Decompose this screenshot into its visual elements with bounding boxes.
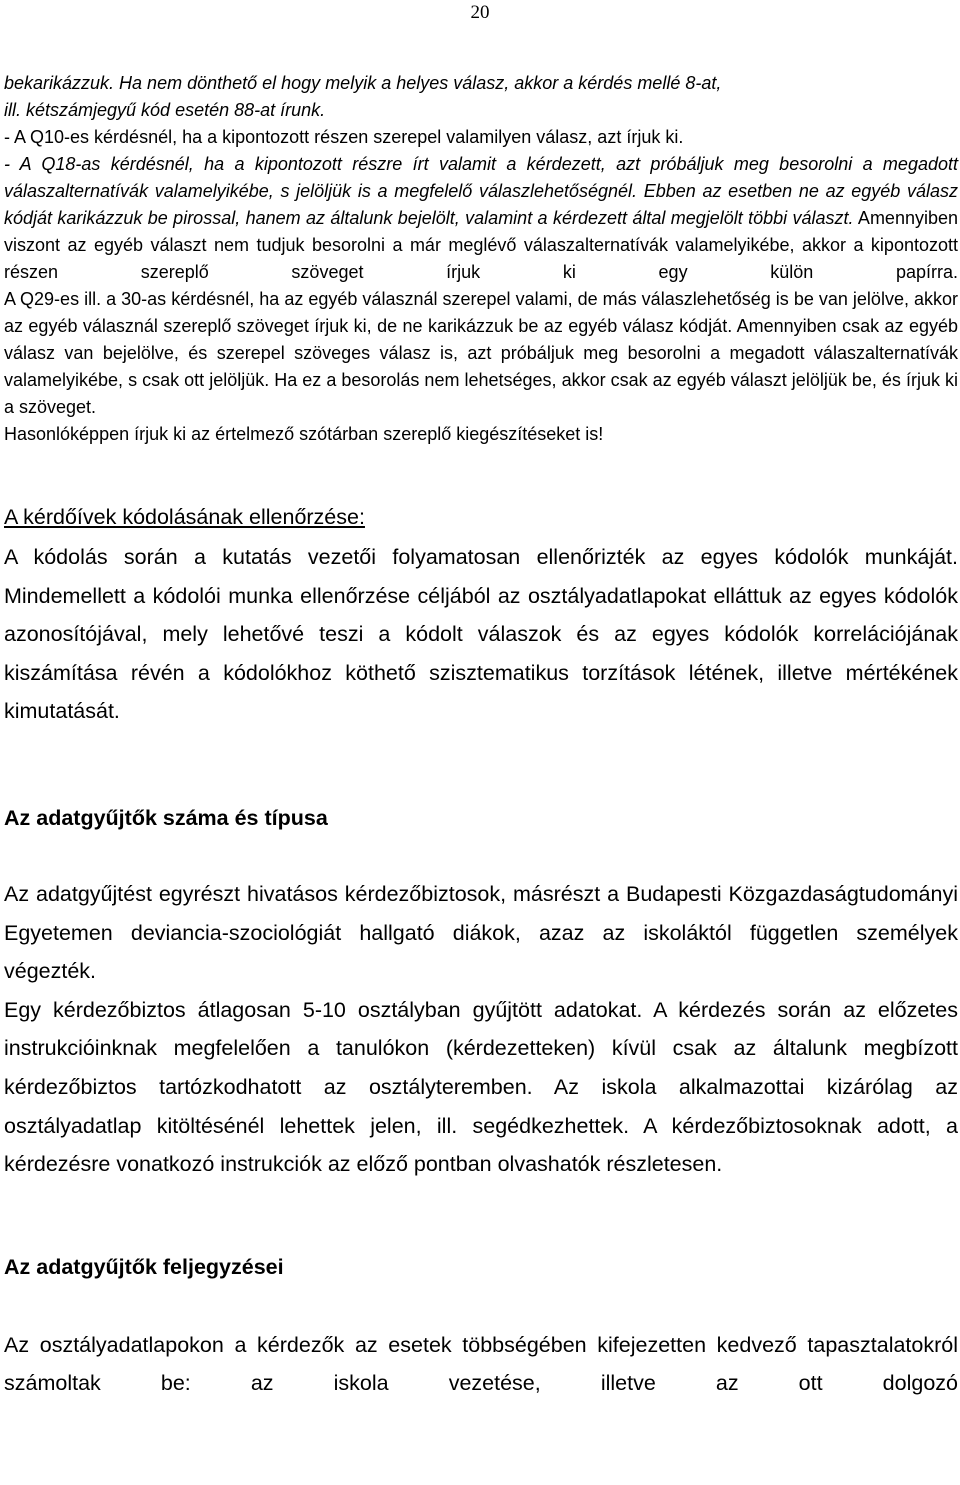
coding-rules-block xyxy=(4,70,958,448)
section-collectors-title: Az adatgyűjtők száma és típusa xyxy=(4,805,328,830)
coding-rule-q18-italic: - A Q18-as kérdésnél, ha a kipontozott részre írt valamit a kérdezett, azt próbáljuk meg besorolni a megadott válaszalternatívák valamelyikébe, s jelöljük is a megfelelő válaszlehetőségnél. Ebben az esetben ne az egyéb válasz kódját karikázzuk be pirossal, hanem az általunk bejelölt, valamint a kérdezett által megjelölt többi választ. xyxy=(4,154,958,228)
section-collectors xyxy=(4,875,958,1184)
section-notes-title: Az adatgyűjtők feljegyzései xyxy=(4,1254,284,1279)
coding-rule-line: ill. kétszámjegyű kód esetén 88-at írunk. xyxy=(4,100,326,120)
page-content xyxy=(4,70,958,1403)
section-collectors-para2: Egy kérdezőbiztos átlagosan 5-10 osztályban gyűjtött adatokat. A kérdezés során az előzetes instrukcióinknak megfelelően a tanulókon (kérdezetteken) kívül csak az általunk megbízott kérdezőbiztos tartózkodhatott az osztályteremben. Az iskola alkalmazottai kizárólag az osztályadatlap kitöltésénél lehettek jelen, ill. segédkezhettek. A kérdezőbiztosoknak adott, a kérdezésre vonatkozó instrukciók az előző pontban olvashatók részletesen. xyxy=(4,997,958,1177)
section-check-body: A kódolás során a kutatás vezetői folyamatosan ellenőrizték az egyes kódolók munkáját. Mindemellett a kódolói munka ellenőrzése céljából az osztályadatlapokat elláttuk az egyes kódolók azonosítójával, mely lehetővé teszi a kódolt válaszok és az egyes kódolók korrelációjának kiszámítása révén a kódolókhoz köthető szisztematikus torzítások létének, illetve mértékének kimutatását. xyxy=(4,545,958,724)
coding-rule-q29: A Q29-es ill. a 30-as kérdésnél, ha az egyéb válasznál szerepel valami, de más válaszlehetőség is be van jelölve, akkor az egyéb válasznál szereplő szöveget írjuk ki, de ne karikázzuk be az egyéb válasz kódját. Amennyiben csak az egyéb válasz van bejelölve, és szerepel szöveges válasz is, azt próbáljuk meg besorolni a megadott válaszalternatívák valamelyikébe, s csak ott jelöljük. Ha ez a besorolás nem lehetséges, akkor csak az egyéb választ jelöljük be, és írjuk ki a szöveget. xyxy=(4,289,958,417)
coding-rule-line: bekarikázzuk. Ha nem dönthető el hogy melyik a helyes válasz, akkor a kérdés mellé 8-at, xyxy=(4,73,722,93)
section-notes-body: Az osztályadatlapokon a kérdezők az esetek többségében kifejezetten kedvező tapasztalatokról számoltak be: az iskola vezetése, illetve az ott dolgozó xyxy=(4,1332,958,1396)
coding-rule-q18 xyxy=(4,151,958,286)
section-collectors-para1: Az adatgyűjtést egyrészt hivatásos kérdezőbiztosok, másrészt a Budapesti Közgazdaságtudományi Egyetemen deviancia-szociológiát hallgató diákok, azaz az iskoláktól független személyek végezték. xyxy=(4,881,958,984)
coding-rule-q18-normal: Amennyiben viszont az egyéb választ nem tudjuk besorolni a már meglévő válaszalternatívák valamelyikébe, akkor a kipontozott részen szereplő szöveget írjuk ki egy külön papírra. xyxy=(4,208,958,282)
coding-rule-q10: - A Q10-es kérdésnél, ha a kipontozott részen szerepel valamilyen válasz, azt írjuk ki. xyxy=(4,127,684,147)
page-number: 20 xyxy=(470,2,490,23)
coding-rule-dictionary: Hasonlóképpen írjuk ki az értelmező szótárban szereplő kiegészítéseket is! xyxy=(4,424,604,444)
section-notes xyxy=(4,1326,958,1403)
section-check xyxy=(4,538,958,731)
section-check-title: A kérdőívek kódolásának ellenőrzése: xyxy=(4,505,365,529)
